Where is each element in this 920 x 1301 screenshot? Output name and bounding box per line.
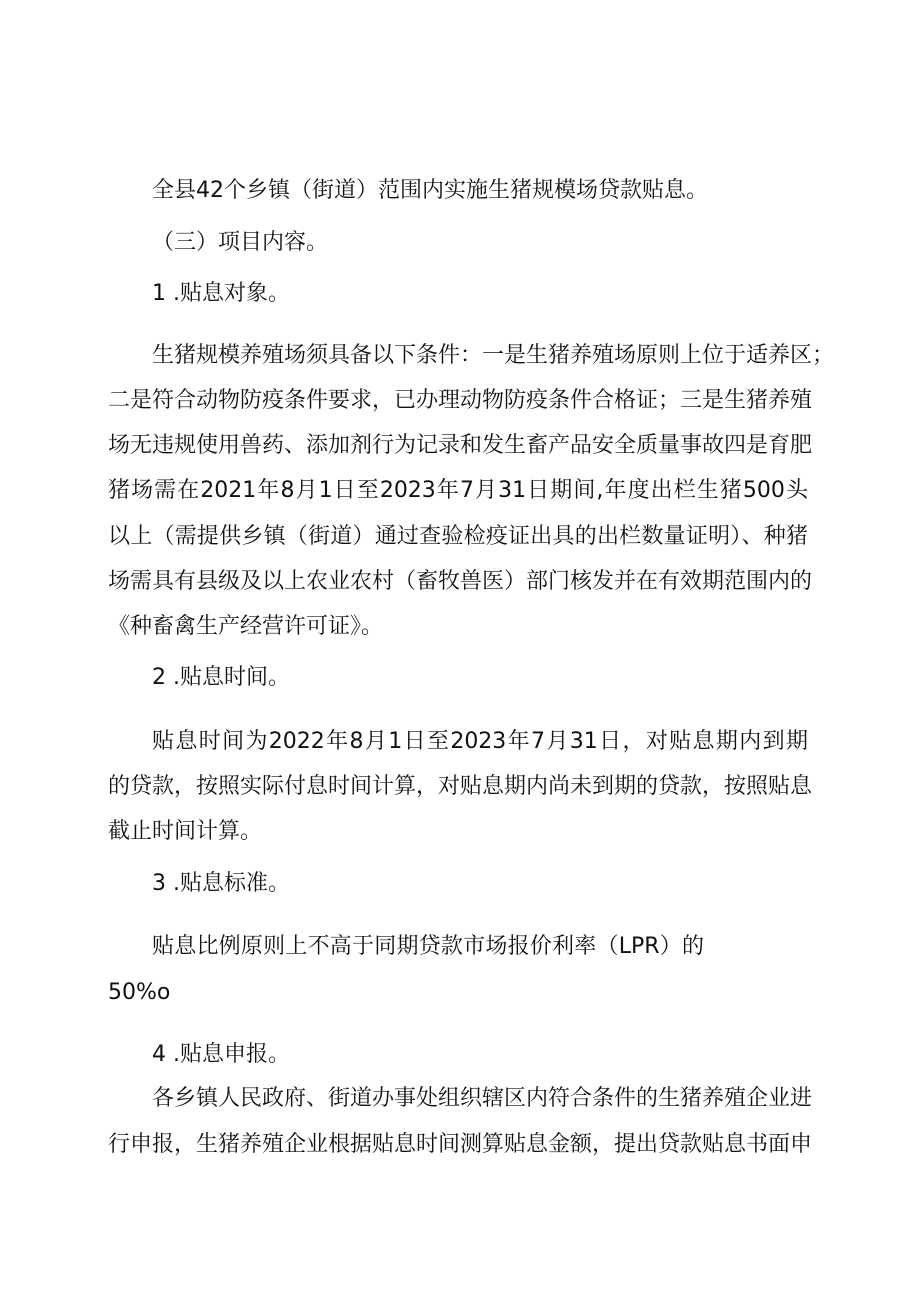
subsection-heading: 3 .贴息标准。 bbox=[152, 871, 290, 896]
paragraph-line: 《种畜禽生产经营许可证》。 bbox=[108, 614, 384, 639]
paragraph-line: 全县42个乡镇（街道）范围内实施生猪规模场贷款贴息。 bbox=[152, 178, 708, 203]
paragraph-line: 的贷款，按照实际付息时间计算，对贴息期内尚未到期的贷款，按照贴息 bbox=[108, 774, 813, 799]
paragraph-line: 二是符合动物防疫条件要求，已办理动物防疫条件合格证；三是生猪养殖 bbox=[108, 388, 813, 413]
paragraph-line: 猪场需在2021年8月1日至2023年7月31日期间,年度出栏生猪500头 bbox=[108, 478, 808, 503]
subsection-heading: 1 .贴息对象。 bbox=[152, 281, 290, 306]
paragraph-line: 各乡镇人民政府、街道办事处组织辖区内符合条件的生猪养殖企业进 bbox=[152, 1086, 813, 1111]
paragraph-line: 场无违规使用兽药、添加剂行为记录和发生畜产品安全质量事故四是育肥 bbox=[108, 433, 813, 458]
paragraph-line: 场需具有县级及以上农业农村（畜牧兽医）部门核发并在有效期范围内的 bbox=[108, 569, 813, 594]
paragraph-line: 贴息比例原则上不高于同期贷款市场报价利率（LPR）的 bbox=[152, 934, 704, 959]
subsection-heading: 4 .贴息申报。 bbox=[152, 1042, 290, 1067]
paragraph-line: 50%o bbox=[108, 980, 171, 1005]
paragraph-line: 以上（需提供乡镇（街道）通过查验检疫证出具的出栏数量证明）、种猪 bbox=[108, 524, 808, 549]
paragraph-line: 行申报，生猪养殖企业根据贴息时间测算贴息金额，提出贷款贴息书面申 bbox=[108, 1132, 813, 1157]
paragraph-line: 贴息时间为2022年8月1日至2023年7月31日，对贴息期内到期 bbox=[152, 729, 808, 754]
paragraph-line: 生猪规模养殖场须具备以下条件：一是生猪养殖场原则上位于适养区； bbox=[152, 343, 835, 368]
section-heading: （三）项目内容。 bbox=[152, 230, 329, 255]
paragraph-line: 截止时间计算。 bbox=[108, 819, 263, 844]
subsection-heading: 2 .贴息时间。 bbox=[152, 665, 290, 690]
